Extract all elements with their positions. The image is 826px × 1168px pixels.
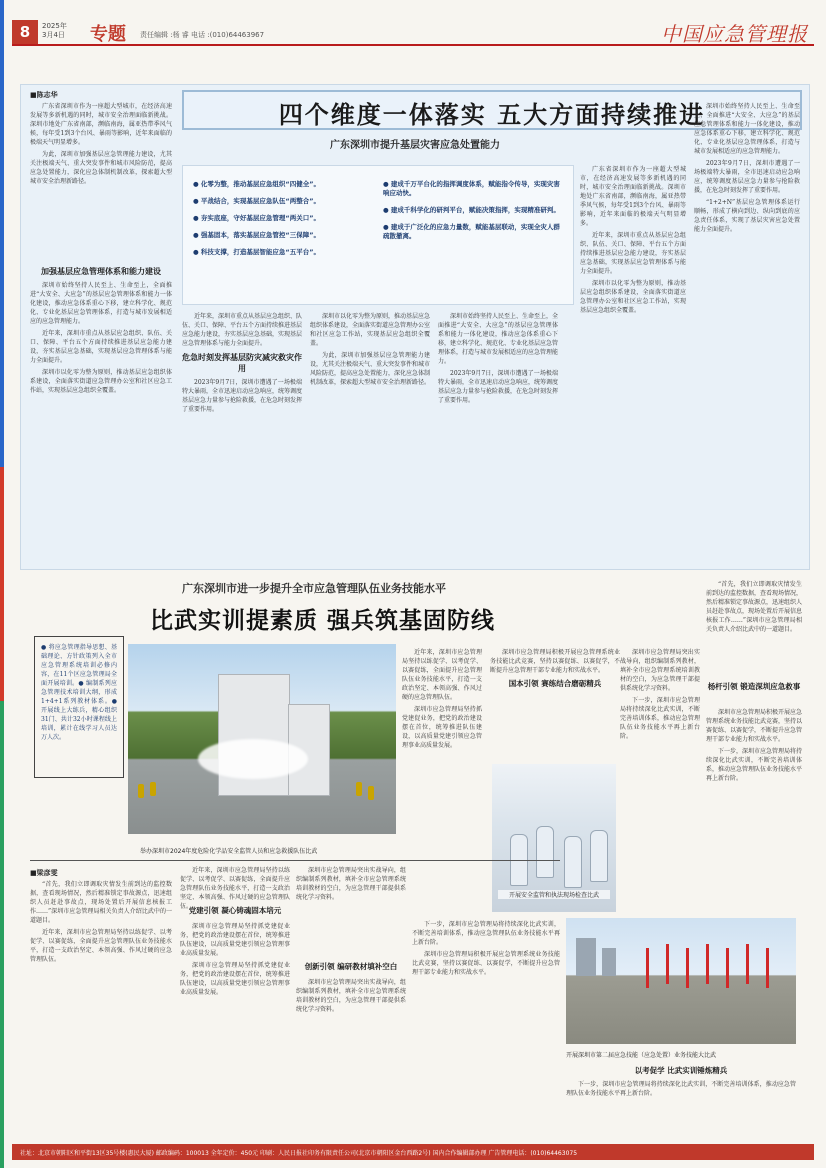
story-photo-ceremony xyxy=(566,918,796,1044)
background-building xyxy=(602,948,616,976)
feature-para-5c: 深圳市以化零为整为原则，推动基层应急组织体系建设，全面落实街道应急管理办公室和社区应急工作站，实现基层应急组织全覆盖。 xyxy=(580,280,686,314)
footer-publisher-info: 社址：北京市朝阳区和平街13区35号楼(惠民大厦) 邮政编码：100013 全年定价：450元 印刷：人民日报社印务有限责任公司(北京市朝阳区金台西路2号) 国内合作编辑部办理 广告管理电话：(010)64463075 xyxy=(20,1150,578,1157)
issue-year: 2025年 xyxy=(42,22,67,30)
story-column-2-top xyxy=(180,866,290,910)
red-flag xyxy=(746,944,749,984)
story-column-3 xyxy=(296,978,406,1135)
red-flag xyxy=(646,948,649,988)
feature-column-2 xyxy=(182,312,302,562)
feature-para-6a: 深圳市始终坚持人民至上、生命至上，全面推进“大安全、大应急”的基层应急管理体系和能力一体化建设，推动应急体系重心下移，建立科学化、规范化、专业化基层应急管理体系，打造与城市发展相适应的应急管理能力。 xyxy=(694,103,800,155)
firefighter-figure xyxy=(356,782,362,796)
newspaper-masthead: 中国应急管理报 xyxy=(661,22,808,46)
story-column-e xyxy=(706,708,802,918)
feature-para-5b: 近年来，深圳市重点从基层应急组织、队伍、关口、保障、平台五个方面持续推进基层应急能力建设，夯实基层应急基础，实现基层应急管理体系与能力全面提升。 xyxy=(580,232,686,275)
photo-inspection-caption: 开展安全监管和执法现场检查比武 xyxy=(498,890,610,899)
firefighter-figure xyxy=(138,784,144,798)
five-point-5: ● 科技支撑，打造基层智能应急“五平台”。 xyxy=(193,248,320,256)
feature-intro: 广东省深圳市作为一座超大型城市，在经济高速发展等多新机遇的同时，城市安全治理面临新挑战。深圳市地处广东省南部，濒临南海，属亚热带季风气候，每年受1到3个台风、暴雨等影响，近年来面临的极端天气明显增多。 xyxy=(30,103,172,146)
feature-para-c5: 2023年9月7日，深圳市遭遇了一场极端特大暴雨，全市迅速启动应急响应，统筹调度基层应急力量参与抢险救援，在危急时刻发挥了重要作用。 xyxy=(182,379,303,413)
firefighter-figure xyxy=(368,786,374,800)
water-spray-shape xyxy=(198,739,308,779)
firefighter-figure xyxy=(150,782,156,796)
story-para-p5: 深圳市应急管理局积极开展应急管理系统业务技能比武竞赛，坚持以赛促练、以赛促学，不断提升应急管理干部专业能力和实战水平。 xyxy=(490,649,620,674)
story-para-p4b: 深圳市应急管理局突出实战导向，组织编制系列教材，填补全市应急管理系统培训教材的空白，为应急管理干部提供系统化学习资料。 xyxy=(620,649,700,692)
page-edge-strip xyxy=(0,0,4,1168)
story-para-p1b: “首先，我们立即调取灾情发生前到达的监控数据，查看现场情况，然后精准锁定事故源点，迅速组织人员赶赴事故点，现场处置后开展信息核报工作……”深圳市应急管理局相关负责人介绍比武中的一道题目。 xyxy=(706,581,803,633)
story-photo-drill xyxy=(128,644,396,834)
story-column-d xyxy=(620,648,700,918)
story-para-p5c: 深圳市应急管理局积极开展应急管理系统业务技能比武竞赛，坚持以赛促练、以赛促学，不断提升应急管理干部专业能力和实战水平。 xyxy=(412,951,560,976)
page-footer xyxy=(12,1144,814,1160)
feature-para-4b: 2023年9月7日，深圳市遭遇了一场极端特大暴雨，全市迅速启动应急响应，统筹调度基层应急力量参与抢险救援，在危急时刻发挥了重要作用。 xyxy=(438,370,559,404)
story-sidebar-text: ● 将应急管理指导思想、基础理论、方针政策列入全市应急管理系统培训必修内容，在11个区应急管理局全面开展培训。● 编制系列应急管理技术培训大纲，形成1+4+1系列教材体系。● 开展线上大练兵，精心组织31门、共计32小时课程线上培训，累计在线学习人员达万人次。 xyxy=(41,644,117,741)
feature-subtitle: 广东深圳市提升基层灾害应急处置能力 xyxy=(330,140,500,151)
story-para-p6: 下一步，深圳市应急管理局将持续深化比武实训，不断完善培训体系，推动应急管理队伍业务技能水平再上新台阶。 xyxy=(620,697,700,740)
feature-subhead-1: 加强基层应急管理体系和能力建设 xyxy=(41,267,161,276)
feature-para-3b: 为此，深圳市加强基层应急管理能力建设，尤其关注极端天气、重大突发事件和城市风险防范，提高应急处置能力，深化应急体制机制改革，探索超大型城市安全治理新路径。 xyxy=(310,352,431,386)
story-para-p4: 深圳市应急管理局突出实战导向，组织编制系列教材，填补全市应急管理系统培训教材的空白，为应急管理干部提供系统化学习资料。 xyxy=(296,979,406,1013)
story-para-p4c: 深圳市应急管理局突出实战导向，组织编制系列教材，填补全市应急管理系统培训教材的空白，为应急管理干部提供系统化学习资料。 xyxy=(296,867,406,901)
feature-para-c1: 为此，深圳市加强基层应急管理能力建设，尤其关注极端天气、重大突发事件和城市风险防范，提高应急处置能力，深化应急体制机制改革，探索超大型城市安全治理新路径。 xyxy=(30,151,172,185)
story-column-5 xyxy=(566,1080,796,1136)
story-para-p6b: 下一步，深圳市应急管理局将持续深化比武实训，不断完善培训体系，推动应急管理队伍业务技能水平再上新台阶。 xyxy=(706,748,803,782)
photo-ceremony-caption: 开展深圳市第二届应急技能（应急处置）业务技能大比武 xyxy=(566,1052,717,1059)
feature-column-4 xyxy=(438,312,558,562)
five-point-4: ● 强基固本，落实基层应急管控“三保障”。 xyxy=(193,231,320,239)
five-point-right-2: ● 建成千科学化的研判平台，赋能决策指挥，实现精准研判。 xyxy=(383,206,560,214)
page-number: 8 xyxy=(12,20,38,44)
story-subhead-a: 党建引领 凝心铸魂固本培元 xyxy=(188,906,282,915)
feature-column-6 xyxy=(694,102,800,562)
red-flag xyxy=(726,948,729,988)
five-point-right-3: ● 建成于广泛化的应急力量数，赋能基层联动，实现全灾人群疏散撤离。 xyxy=(383,223,560,240)
story-column-e-top xyxy=(706,580,802,676)
background-building xyxy=(576,938,596,976)
feature-para-6b: 2023年9月7日，深圳市遭遇了一场极端特大暴雨，全市迅速启动应急响应，统筹调度基层应急力量参与抢险救援，在危急时刻发挥了重要作用。 xyxy=(694,160,800,194)
story-para-p3c: 深圳市应急管理局坚持抓党建促业务，把党的政治建设摆在首位，统筹推进队伍建设，以高质量党建引领应急管理事业高质量发展。 xyxy=(180,962,290,996)
feature-tail: “1+2+N”基层应急管理体系运行顺畅，形成了横向到边、纵向到底的应急责任体系，实现了基层灾害应急处置能力全面提升。 xyxy=(694,199,800,233)
red-flag xyxy=(766,948,769,988)
story-kicker: 广东深圳市进一步提升全市应急管理队伍业务技能水平 xyxy=(182,582,446,595)
story-para-p5b: 深圳市应急管理局积极开展应急管理系统业务技能比武竞赛，坚持以赛促练、以赛促学，不断提升应急管理干部专业能力和实战水平。 xyxy=(706,709,803,743)
story-para-p3b: 深圳市应急管理局坚持抓党建促业务，把党的政治建设摆在首位，统筹推进队伍建设，以高质量党建引领应急管理事业高质量发展。 xyxy=(402,706,482,749)
five-points-box xyxy=(182,165,574,305)
red-flag xyxy=(706,944,709,984)
five-points-left xyxy=(193,180,373,265)
story-para-p2c: 近年来，深圳市应急管理局坚持以练促学、以考促学、以赛促练，全面提升应急管理队伍业务技能水平，打造一支政治坚定、本领高强、作风过硬的应急管理队伍。 xyxy=(180,867,290,910)
officer-figure xyxy=(590,830,608,882)
story-divider xyxy=(30,860,560,861)
feature-para-c4: 深圳市以化零为整为原则，推动基层应急组织体系建设，全面落实街道应急管理办公室和社区应急工作站，实现基层应急组织全覆盖。 xyxy=(30,369,172,394)
issue-day: 3月4日 xyxy=(42,31,65,39)
feature-para-c3: 近年来，深圳市重点从基层应急组织、队伍、关口、保障、平台五个方面持续推进基层应急能力建设，夯实基层应急基础，实现基层应急管理体系与能力全面提升。 xyxy=(30,330,172,364)
five-point-right-1: ● 建成千万平台化的指挥调度体系，赋能指令传导，实现灾害响应动快。 xyxy=(383,180,560,197)
story-para-p2: 近年来，深圳市应急管理局坚持以练促学、以考促学、以赛促练，全面提升应急管理队伍业务技能水平，打造一支政治坚定、本领高强、作风过硬的应急管理队伍。 xyxy=(402,649,482,701)
section-title: 专题 xyxy=(90,24,126,45)
story-sidebar-box xyxy=(34,636,124,778)
story-column-1 xyxy=(30,880,172,1135)
five-point-3: ● 夯实底座，守好基层应急管理“两关口”。 xyxy=(193,214,320,222)
story-column-b xyxy=(402,648,482,818)
story-para-p2b: 近年来，深圳市应急管理局坚持以练促学、以考促学、以赛促练，全面提升应急管理队伍业务技能水平，打造一支政治坚定、本领高强、作风过硬的应急管理队伍。 xyxy=(30,929,172,963)
feature-column-1a xyxy=(30,102,172,254)
photo-drill-caption: 举办深圳市2024年度危险化学品安全监管人员和应急救援队伍比武 xyxy=(140,848,318,855)
page-header xyxy=(12,20,814,46)
story-headline: 比武实训提素质 强兵筑基固防线 xyxy=(150,607,496,634)
story-subhead-b: 创新引领 编研教材填补空白 xyxy=(304,962,398,971)
feature-para-c2: 深圳市始终坚持人民至上、生命至上，全面推进“大安全、大应急”的基层应急管理体系和能力一体化建设，推动应急体系重心下移，建立科学化、规范化、专业化基层应急管理体系，打造与城市发展相适应的应急管理能力。 xyxy=(30,282,172,325)
five-points-right xyxy=(383,180,563,249)
feature-para-2a: 近年来，深圳市重点从基层应急组织、队伍、关口、保障、平台五个方面持续推进基层应急能力建设，夯实基层应急基础，实现基层应急管理体系与能力全面提升。 xyxy=(182,313,303,347)
story-byline: ■梁彦雯 xyxy=(30,869,58,877)
officer-figure xyxy=(536,826,554,878)
officer-figure xyxy=(564,836,582,888)
story-subhead-e: 杨杆引领 锻造深圳应急救事 xyxy=(707,682,801,691)
story-para-p3: 深圳市应急管理局坚持抓党建促业务，把党的政治建设摆在首位，统筹推进队伍建设，以高质量党建引领应急管理事业高质量发展。 xyxy=(180,923,290,957)
red-flag xyxy=(686,948,689,988)
feature-byline: ■陈志华 xyxy=(30,91,58,99)
editor-info: 责任编辑 :杨 睿 电话 :(010)64463967 xyxy=(140,31,265,39)
story-subhead-d: 国本引领 赛练结合磨砺精兵 xyxy=(508,679,602,688)
feature-title: 四个维度一体落实 五大方面持续推进 xyxy=(278,101,706,129)
five-point-1: ● 化零为整，推动基层应急组织“四健全”。 xyxy=(193,180,320,188)
story-column-4 xyxy=(412,920,560,1135)
story-para-p1: “首先，我们立即调取灾情发生前到达的监控数据，查看现场情况，然后精准锁定事故源点，迅速组织人员赶赴事故点，现场处置后开展信息核报工作……”深圳市应急管理局相关负责人介绍比武中的一道题目。 xyxy=(30,881,172,924)
five-point-2: ● 平战结合，实现基层应急队伍“两整合”。 xyxy=(193,197,320,205)
story-photo-inspection xyxy=(492,764,616,912)
feature-column-3 xyxy=(310,312,430,562)
story-column-3-top xyxy=(296,866,406,956)
feature-column-1b xyxy=(30,262,172,562)
feature-subhead-2: 危急时刻发挥基层防灾减灾救灾作用 xyxy=(182,353,302,373)
feature-para-4a: 深圳市始终坚持人民至上、生命至上，全面推进“大安全、大应急”的基层应急管理体系和能力一体化建设，推动应急体系重心下移，建立科学化、规范化、专业化基层应急管理体系，打造与城市发展相适应的应急管理能力。 xyxy=(438,313,559,365)
feature-para-5a: 广东省深圳市作为一座超大型城市，在经济高速发展等多新机遇的同时，城市安全治理面临新挑战。深圳市地处广东省南部，濒临南海，属亚热带季风气候，每年受1到3个台风、暴雨等影响，近年来面临的极端天气明显增多。 xyxy=(580,166,686,227)
feature-para-3a: 深圳市以化零为整为原则，推动基层应急组织体系建设，全面落实街道应急管理办公室和社区应急工作站，实现基层应急组织全覆盖。 xyxy=(310,313,431,347)
red-flag xyxy=(666,944,669,984)
story-column-c xyxy=(490,648,620,758)
feature-column-5 xyxy=(580,165,686,562)
story-column-2 xyxy=(180,922,290,1135)
story-subhead-c: 以考促学 比武实训锤炼精兵 xyxy=(634,1066,728,1075)
issue-date xyxy=(42,22,67,40)
story-para-p6d: 下一步，深圳市应急管理局将持续深化比武实训，不断完善培训体系，推动应急管理队伍业务技能水平再上新台阶。 xyxy=(566,1081,796,1097)
story-para-p6c: 下一步，深圳市应急管理局将持续深化比武实训，不断完善培训体系，推动应急管理队伍业务技能水平再上新台阶。 xyxy=(412,921,560,946)
